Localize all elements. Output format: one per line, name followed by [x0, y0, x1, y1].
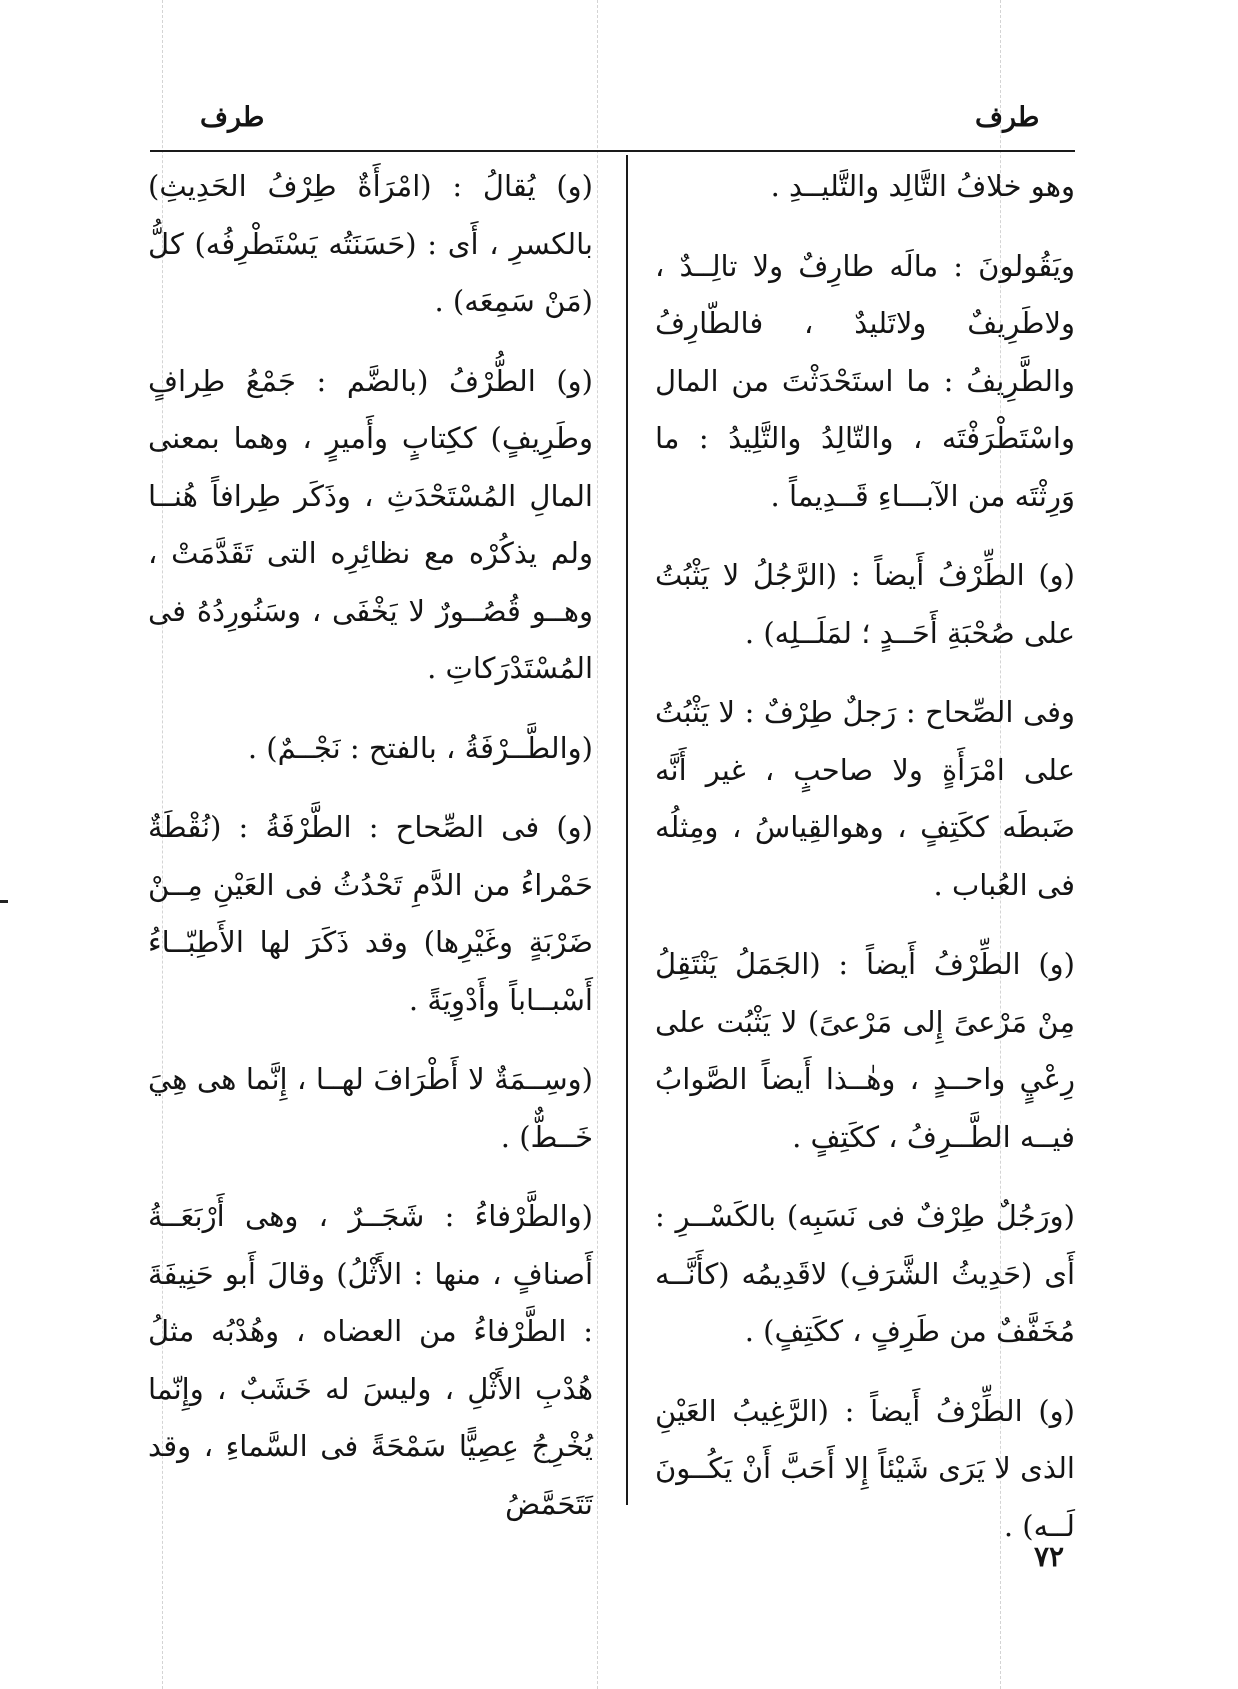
running-head-right: طرف [975, 102, 1040, 133]
paragraph: (والطَّــرْفَةُ ، بالفتح : نَجْــمٌ) . [247, 730, 593, 765]
paragraph: (و) الطِّرْفُ أَيضاً : (الجَمَلُ يَنْتَقِلُ مِنْ مَرْعىً إِلى مَرْعىً) لا يَثْبُت على رِعْيٍ واحــدٍ ، وهٰــذا أَيضاً الصَّوابُ فيــه الطَّــرِفُ ، ككَتِفٍ . [655, 947, 1075, 1154]
header-rule [150, 150, 1075, 152]
scan-edge-mark [0, 900, 8, 903]
paragraph: ويَقُولونَ : مالَه طارِفٌ ولا تالِــدٌ ، ولاطَرِيفٌ ولاتَليدٌ ، فالطّارِفُ والطَّرِيفُ : ما استَحْدَثْتَ من المال واسْتَطْرَفْتَه ، والتّالِدُ والتَّلِيدُ : ما وَرِثْتَه من الآبـــاءِ قَــدِيماً . [655, 248, 1075, 513]
page-number: ٧٢ [1034, 1540, 1065, 1573]
paragraph: (و) الطِّرْفُ أَيضاً : (الرَّغِيبُ العَيْنِ الذى لا يَرَى شَيْئاً إِلا أَحَبَّ أَنْ يَكُــونَ لَــه) . [655, 1393, 1075, 1543]
paragraph: (و) الطُّرْفُ (بالضَّم : جَمْعُ طِرافٍ وطَرِيفٍ) ككِتابٍ وأَميرٍ ، وهما بمعنى المالِ المُسْتَحْدَثِ ، وذَكَر طِرافاً هُنــا ولم يذكُرْه مع نظائِرِه التى تَقَدَّمَتْ ، وهــو قُصُــورٌ لا يَخْفَى ، وسَنُورِدُهُ فى المُسْتَدْرَكاتِ . [148, 363, 593, 685]
paragraph: (و) الطِّرْفُ أَيضاً : (الرَّجُلُ لا يَثْبُتُ على صُحْبَةِ أَحَــدٍ ؛ لمَلَــلِه) . [655, 558, 1075, 650]
paragraph: وهو خلافُ التَّالِد والتَّليــدِ . [770, 169, 1075, 203]
right-column [655, 158, 1075, 1577]
left-column [148, 158, 593, 1555]
paragraph: (وسِــمَةٌ لا أَطْرَافَ لهــا ، إِنَّما هى هِيَ خَــطٌّ) . [148, 1062, 593, 1154]
paragraph: وفى الصِّحاح : رَجلٌ طِرْفٌ : لا يَثْبُتُ على امْرَأَةٍ ولا صاحبٍ ، غير أَنَّه ضَبطَه ككَتِفٍ ، وهوالقِياسُ ، ومِثلُه فى العُباب . [655, 695, 1075, 902]
paragraph: (و) يُقالُ : (امْرَأَةٌ طِرْفُ الحَدِيثِ) بالكسرِ ، أَى : (حَسَنَتُه يَسْتَطْرِفُه) كلُّ (مَنْ سَمِعَه) . [148, 169, 593, 318]
paragraph: (ورَجُلٌ طِرْفٌ فى نَسَبِه) بالكَسْــرِ : أَى (حَدِيثُ الشَّرَفِ) لاقَدِيمُه (كأَنَّــه مُخَفَّفٌ من طَرِفٍ ، ككَتِفٍ) . [655, 1199, 1075, 1348]
paragraph: (والطَّرْفاءُ : شَجَــرٌ ، وهى أَرْبَعَــةُ أَصنافٍ ، منها : الأَثْلُ) وقالَ أَبو حَنِيفَةَ : الطَّرْفاءُ من العضاه ، وهُدْبُه مثلُ هُدْبِ الأَثْلِ ، وليسَ له خَشَبٌ ، وإِنّما يُخْرِجُ عِصِيًّا سَمْحَةً فى السَّماءِ ، وقد تَتَحَمَّضُ [148, 1199, 593, 1521]
column-divider [626, 155, 628, 1505]
scan-guide-line [597, 0, 598, 1689]
running-head-left: طرف [200, 102, 265, 133]
paragraph: (و) فى الصِّحاح : الطَّرْفَةُ : (نُقْطَةٌ حَمْراءُ من الدَّمِ تَحْدُثُ فى العَيْنِ مِــنْ ضَرْبَةٍ وغَيْرِها) وقد ذَكَرَ لها الأَطِبّــاءُ أَسْبــاباً وأَدْوِيَةً . [148, 810, 593, 1017]
